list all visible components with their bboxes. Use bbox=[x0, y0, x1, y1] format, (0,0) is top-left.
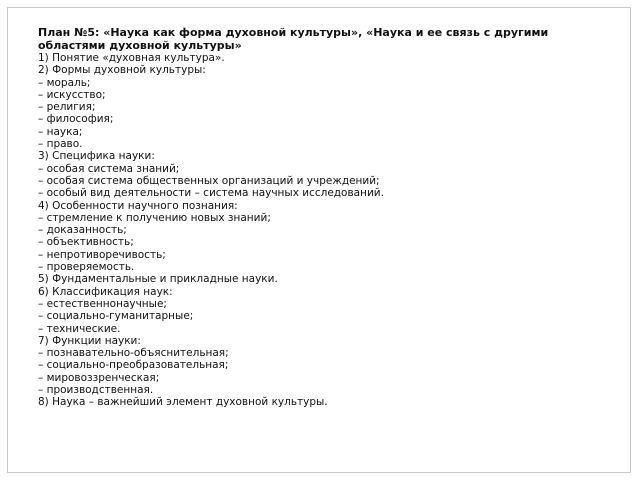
plan-line: – религия; bbox=[38, 101, 96, 114]
plan-line: – объективность; bbox=[38, 236, 134, 249]
plan-line: – мораль; bbox=[38, 76, 91, 89]
plan-line: 3) Специфика науки: bbox=[38, 150, 155, 163]
plan-line: – непротиворечивость; bbox=[38, 248, 166, 261]
plan-line: – наука; bbox=[38, 125, 83, 138]
plan-line: – технические. bbox=[38, 322, 121, 335]
plan-line: – естественнонаучные; bbox=[38, 297, 167, 310]
plan-line: – мировоззренческая; bbox=[38, 371, 160, 384]
plan-line: 6) Классификация наук: bbox=[38, 285, 173, 298]
plan-line: – проверяемость. bbox=[38, 261, 135, 274]
plan-line: – стремление к получению новых знаний; bbox=[38, 211, 271, 224]
plan-line: 2) Формы духовной культуры: bbox=[38, 64, 206, 77]
plan-line: – право. bbox=[38, 138, 83, 151]
plan-line: – познавательно-объяснительная; bbox=[38, 347, 229, 360]
plan-line: – производственная. bbox=[38, 384, 154, 397]
plan-line: – особый вид деятельности – система научных исследований. bbox=[38, 187, 384, 200]
plan-line: – философия; bbox=[38, 113, 114, 126]
plan-line: – социально-гуманитарные; bbox=[38, 310, 194, 323]
plan-line: 7) Функции науки: bbox=[38, 334, 141, 347]
plan-line: – особая система знаний; bbox=[38, 162, 180, 175]
plan-line: – доказанность; bbox=[38, 224, 127, 237]
slide-content bbox=[38, 26, 608, 409]
plan-line: – социально-преобразовательная; bbox=[38, 359, 229, 372]
plan-line: – искусство; bbox=[38, 88, 106, 101]
plan-line: 4) Особенности научного познания: bbox=[38, 199, 238, 212]
plan-line: 8) Наука – важнейший элемент духовной культуры. bbox=[38, 396, 328, 409]
plan-lines bbox=[38, 52, 608, 409]
plan-line: – особая система общественных организаций и учреждений; bbox=[38, 174, 380, 187]
plan-line: 5) Фундаментальные и прикладные науки. bbox=[38, 273, 278, 286]
plan-title: План №5: «Наука как форма духовной культуры», «Наука и ее связь с другими областями духовной культуры» bbox=[38, 26, 549, 52]
plan-line: 1) Понятие «духовная культура». bbox=[38, 52, 225, 64]
